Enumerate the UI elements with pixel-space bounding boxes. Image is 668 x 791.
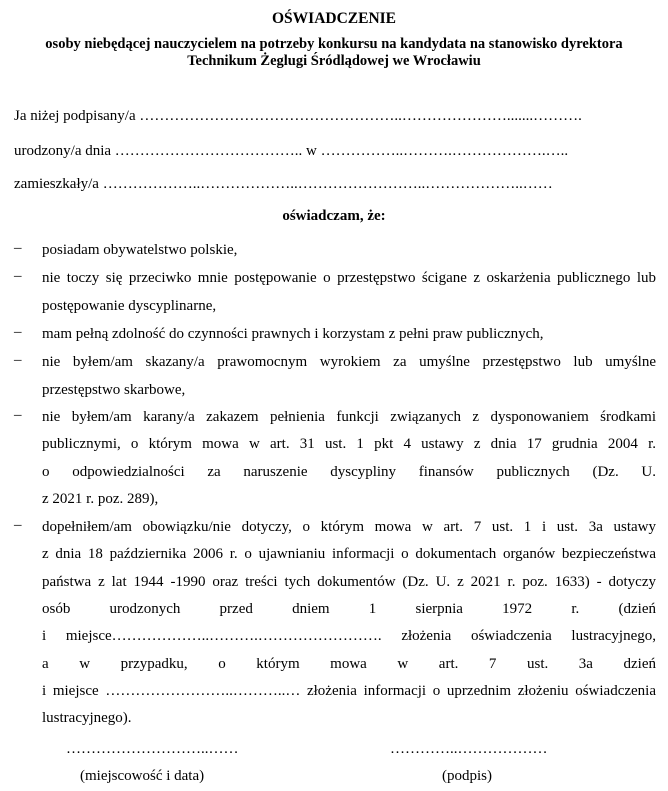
signature-label: (podpis) (442, 768, 492, 784)
item-text-line: osób urodzonych przed dniem 1 sierpnia 1972 r. (dzień (42, 601, 656, 617)
item-text-line: o odpowiedzialności za naruszenie dyscypliny finansów publicznych (Dz. U. (42, 464, 656, 480)
document-title: OŚWIADCZENIE (271, 10, 397, 27)
birth-field: urodzony/a dnia ……………………………….. w ……………..……….……………….….. (14, 143, 569, 159)
name-field: Ja niżej podpisany/a ……………………………………………..………………….......………. (14, 108, 582, 124)
item-text-line: mam pełną zdolność do czynności prawnych i korzystam z pełni praw publicznych, (42, 326, 544, 342)
list-dash: – (14, 324, 22, 340)
list-dash: – (14, 268, 22, 284)
item-text-line: publicznymi, o którym mowa w art. 31 ust. 1 pkt 4 ustawy z dnia 17 grudnia 2004 r. (42, 436, 656, 452)
item-text-line: lustracyjnego). (42, 710, 132, 726)
item-text-line: z 2021 r. poz. 289), (42, 491, 159, 507)
item-text-line: a w przypadku, o którym mowa w art. 7 ust. 3a dzień (42, 656, 656, 672)
list-dash: – (14, 240, 22, 256)
address-field: zamieszkały/a ………………..………………..……………………..………………..…… (14, 176, 553, 192)
item-text-line: dopełniłem/am obowiązku/nie dotyczy, o którym mowa w art. 7 ust. 1 i ust. 3a ustawy (42, 519, 656, 535)
subtitle-line-2: Technikum Żeglugi Śródlądowej we Wrocławiu (187, 53, 481, 69)
list-dash: – (14, 407, 22, 423)
signature-dots: …………..……………… (390, 741, 548, 757)
item-text-line: państwa z lat 1944 -1990 oraz treści tych dokumentów (Dz. U. z 2021 r. poz. 1633) - dotyczy (42, 574, 656, 590)
item-text-line: nie byłem/am skazany/a prawomocnym wyrokiem za umyślne przestępstwo lub umyślne (42, 354, 656, 370)
document-subtitle (0, 36, 668, 70)
item-text-line: i miejsce ……………………..………..… złożenia informacji o uprzednim złożeniu oświadczenia (42, 683, 656, 699)
place-date-dots: ………………………..…… (66, 741, 239, 757)
place-date-label: (miejscowość i data) (80, 768, 205, 784)
declare-heading: oświadczam, że: (282, 208, 386, 224)
item-text-line: z dnia 18 października 2006 r. o ujawnianiu informacji o dokumentach organów bezpieczeństwa (42, 546, 656, 562)
list-dash: – (14, 352, 22, 368)
item-text-line: posiadam obywatelstwo polskie, (42, 242, 238, 258)
item-text-line: nie toczy się przeciwko mnie postępowanie o przestępstwo ścigane z oskarżenia publicznego lub (42, 270, 656, 286)
subtitle-line-1: osoby niebędącej nauczycielem na potrzeby konkursu na kandydata na stanowisko dyrektora (45, 36, 623, 52)
item-text-line: i miejsce………………..……….……………………. złożenia oświadczenia lustracyjnego, (42, 628, 656, 644)
item-text-line: przestępstwo skarbowe, (42, 382, 186, 398)
item-text-line: nie byłem/am karany/a zakazem pełnienia funkcji związanych z dysponowaniem środkami (42, 409, 656, 425)
list-dash: – (14, 517, 22, 533)
item-text-line: postępowanie dyscyplinarne, (42, 298, 217, 314)
